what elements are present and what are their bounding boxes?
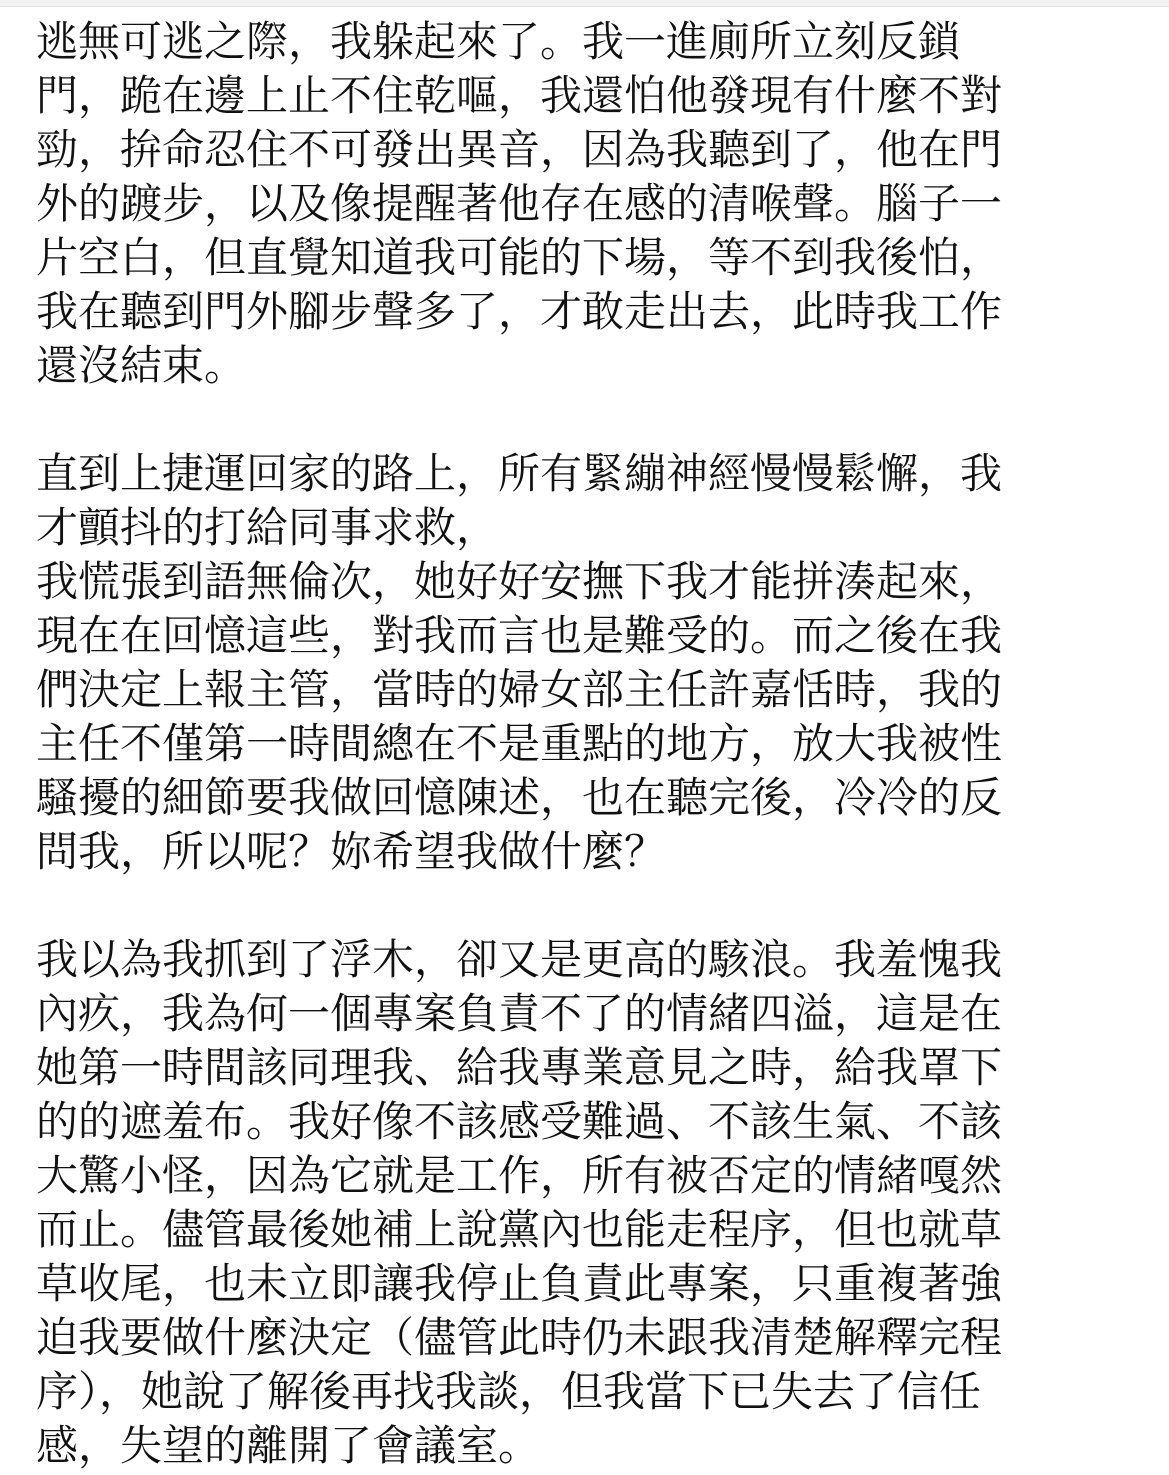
text-line: 她第一時間該同理我、給我專業意見之時，給我罩下 [36,1043,1003,1092]
text-line: 而止。儘管最後她補上說黨內也能走程序，但也就草 [36,1205,1003,1254]
top-divider [0,0,1169,7]
text-line: 才顫抖的打給同事求救， [36,503,499,552]
text-line: 騷擾的細節要我做回憶陳述，也在聽完後，冷冷的反 [36,773,1003,822]
paragraph-1 [36,15,1136,393]
post-body [36,15,1136,1473]
text-line: 草收尾，也未立即讓我停止負責此專案，只重複著強 [36,1259,1003,1308]
text-line: 問我，所以呢？妳希望我做什麼？ [36,827,667,876]
text-line: 感，失望的離開了會議室。 [36,1421,541,1470]
text-line: 還沒結束。 [36,341,247,390]
text-line: 我在聽到門外腳步聲多了，才敢走出去，此時我工作 [36,287,1003,336]
text-line: 們決定上報主管，當時的婦女部主任許嘉恬時，我的 [36,665,1003,714]
text-line: 大驚小怪，因為它就是工作，所有被否定的情緒嘎然 [36,1151,1003,1200]
text-line: 片空白，但直覺知道我可能的下場，等不到我後怕， [36,233,1003,282]
paragraph-3 [36,933,1136,1473]
text-line: 逃無可逃之際，我躲起來了。我一進廁所立刻反鎖 [36,17,961,66]
text-line: 現在在回憶這些，對我而言也是難受的。而之後在我 [36,611,1003,660]
text-line: 的的遮羞布。我好像不該感受難過、不該生氣、不該 [36,1097,1003,1146]
text-line: 門，跪在邊上止不住乾嘔，我還怕他發現有什麼不對 [36,71,1003,120]
text-line: 序），她說了解後再找我談，但我當下已失去了信任 [36,1367,982,1416]
text-line: 我慌張到語無倫次，她好好安撫下我才能拼湊起來， [36,557,1003,606]
text-line: 直到上捷運回家的路上，所有緊繃神經慢慢鬆懈，我 [36,449,1003,498]
text-line: 主任不僅第一時間總在不是重點的地方，放大我被性 [36,719,1003,768]
text-line: 外的踱步，以及像提醒著他存在感的清喉聲。腦子一 [36,179,1003,228]
text-line: 迫我要做什麼決定（儘管此時仍未跟我清楚解釋完程 [36,1313,1003,1362]
paragraph-2 [36,447,1136,879]
text-line: 內疚，我為何一個專案負責不了的情緒四溢，這是在 [36,989,1003,1038]
text-line: 我以為我抓到了浮木，卻又是更高的駭浪。我羞愧我 [36,935,1003,984]
text-line: 勁，拚命忍住不可發出異音，因為我聽到了，他在門 [36,125,1003,174]
